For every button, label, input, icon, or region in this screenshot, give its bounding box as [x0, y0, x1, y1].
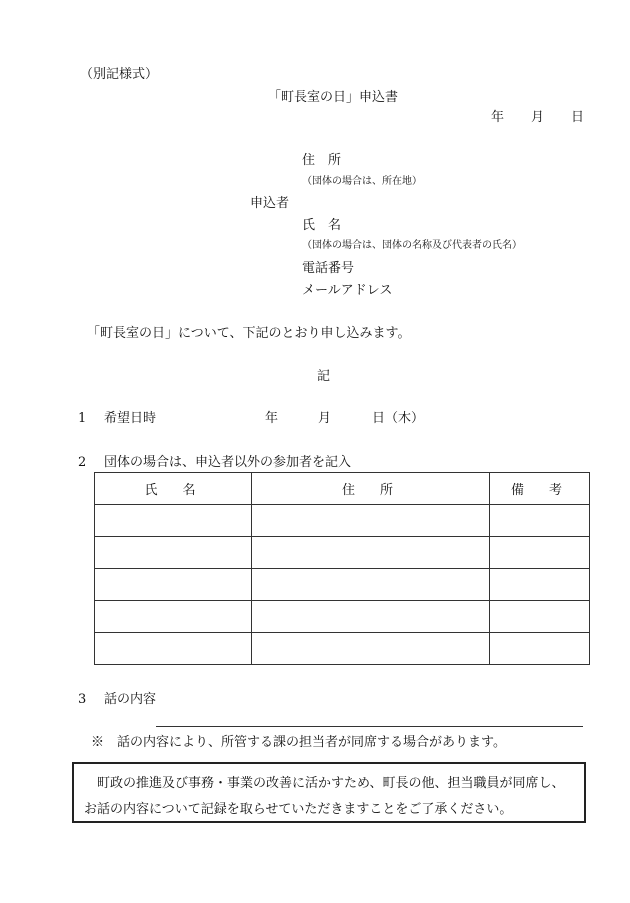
table-cell-remarks[interactable] — [490, 569, 590, 601]
table-cell-remarks[interactable] — [490, 537, 590, 569]
table-row — [95, 601, 590, 633]
document-title: 「町長室の日」申込書 — [268, 90, 399, 105]
column-header-remarks: 備 考 — [490, 473, 590, 505]
name-label: 氏 名 — [302, 218, 342, 233]
table-cell-name[interactable] — [95, 633, 252, 665]
notice-line-1: 町政の推進及び事務・事業の改善に活かすため、町長の他、担当職員が同席し、 — [97, 776, 565, 791]
table-header-row — [95, 473, 590, 505]
form-label: （別記様式） — [80, 67, 159, 82]
table-cell-remarks[interactable] — [490, 601, 590, 633]
table-cell-address[interactable] — [252, 505, 490, 537]
table-row — [95, 569, 590, 601]
table-cell-name[interactable] — [95, 537, 252, 569]
phone-label: 電話番号 — [302, 261, 355, 276]
section2-number: 2 — [78, 455, 87, 470]
table-row — [95, 505, 590, 537]
email-label: メールアドレス — [302, 283, 393, 298]
applicant-label: 申込者 — [250, 196, 290, 211]
section3-label: 話の内容 — [104, 692, 157, 707]
table-cell-remarks[interactable] — [490, 505, 590, 537]
name-note: （団体の場合は、団体の名称及び代表者の氏名） — [302, 240, 522, 251]
attendance-note: ※ 話の内容により、所管する課の担当者が同席する場合があります。 — [91, 735, 506, 750]
section1-number: 1 — [78, 411, 87, 426]
table-cell-name[interactable] — [95, 569, 252, 601]
table-row — [95, 633, 590, 665]
table-row — [95, 537, 590, 569]
intro-text: 「町長室の日」について、下記のとおり申し込みます。 — [87, 326, 411, 341]
date-day-label: 日 — [571, 110, 585, 125]
date-month-label: 月 — [531, 110, 545, 125]
table-cell-address[interactable] — [252, 601, 490, 633]
section1-day: 日（木） — [372, 411, 425, 426]
column-header-address: 住 所 — [252, 473, 490, 505]
notice-line-2: お話の内容について記録を取らせていただきますことをご了承ください。 — [84, 802, 513, 817]
section1-month: 月 — [318, 411, 332, 426]
table-cell-name[interactable] — [95, 601, 252, 633]
section1-label: 希望日時 — [104, 411, 157, 426]
section1-year: 年 — [265, 411, 279, 426]
table-cell-remarks[interactable] — [490, 633, 590, 665]
table-cell-address[interactable] — [252, 569, 490, 601]
talk-content-line[interactable] — [156, 726, 583, 727]
section2-label: 団体の場合は、申込者以外の参加者を記入 — [104, 455, 352, 470]
table-cell-name[interactable] — [95, 505, 252, 537]
table-cell-address[interactable] — [252, 633, 490, 665]
address-label: 住 所 — [302, 153, 342, 168]
address-note: （団体の場合は、所在地） — [302, 176, 422, 187]
participants-table — [94, 472, 590, 665]
ki-label: 記 — [317, 369, 331, 384]
record-notice-box — [72, 762, 586, 823]
table-cell-address[interactable] — [252, 537, 490, 569]
date-year-label: 年 — [491, 110, 505, 125]
column-header-name: 氏 名 — [95, 473, 252, 505]
section3-number: 3 — [78, 692, 87, 707]
